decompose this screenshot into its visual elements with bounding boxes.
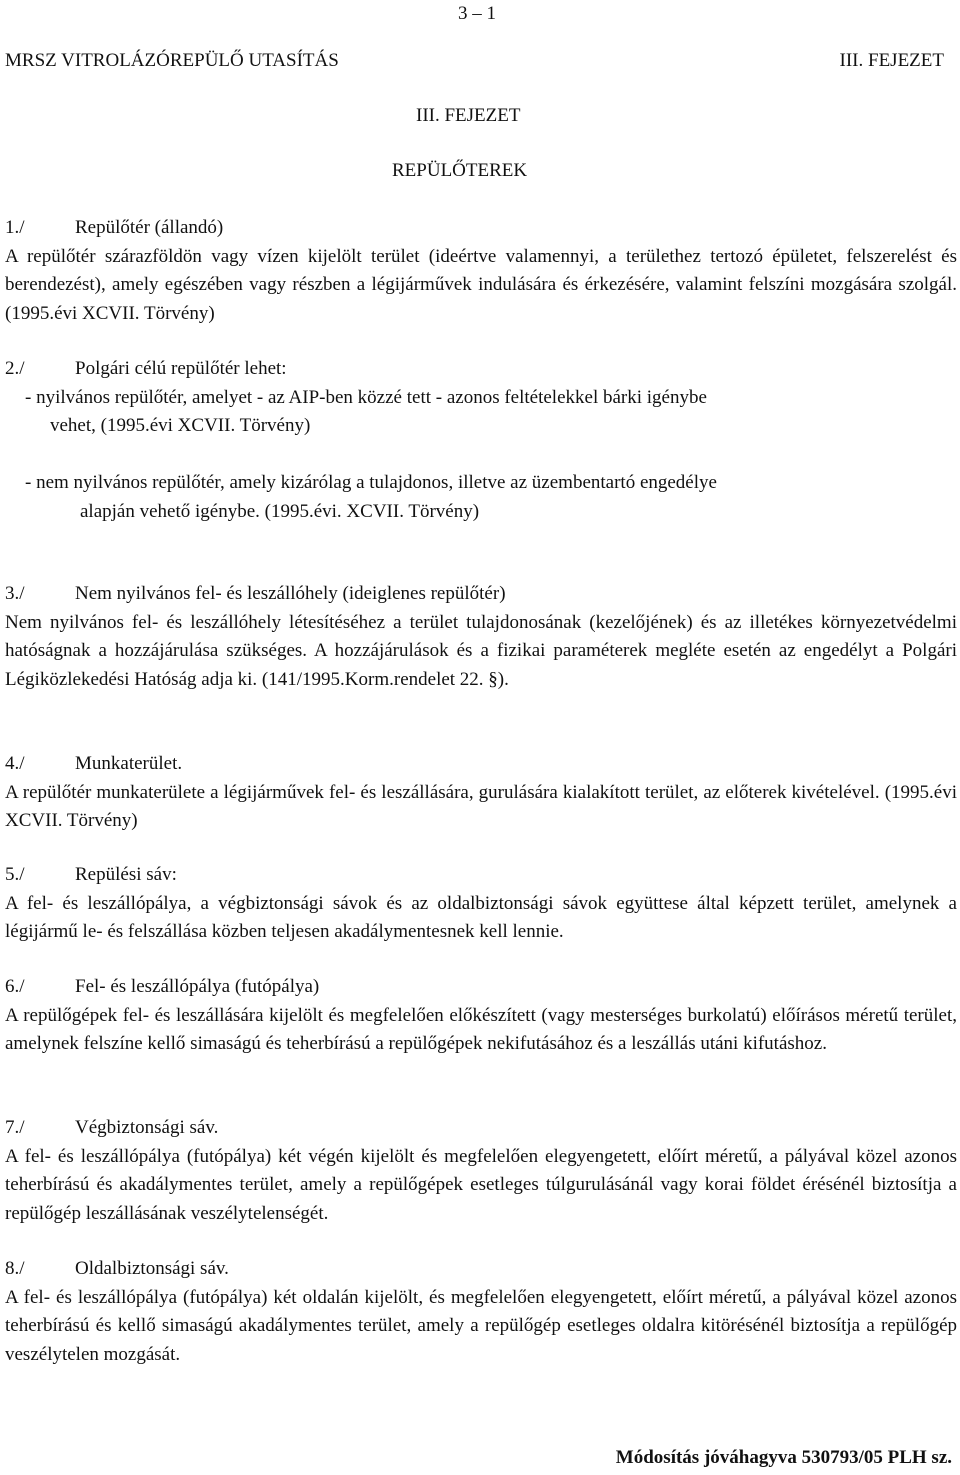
section-body: A repülőgépek fel- és leszállására kijelölt és megfelelően előkészített (vagy mesterséges burkolatú) előírásos méretű terület, amelynek felszíne kellő simaságú és teherbírású a repülőgépek nekifutásához és a leszállás utáni kifutáshoz. bbox=[5, 1004, 957, 1054]
section-body: A fel- és leszállópálya, a végbiztonsági sávok és az oldalbiztonsági sávok együttese által képzett terület, amelynek a légijármű le- és felszállása közben teljesen akadálymentesnek kell lennie. bbox=[5, 892, 957, 942]
section-body: A fel- és leszállópálya (futópálya) két végén kijelölt és megfelelően elegyengetett, előírt méretű, a pályával közel azonos teherbírású és akadálymentes terület, amely a repülőgépek esetleges túlgurulásánál vagy korai földet érésénél biztosítja a repülőgép leszállásának veszélytelenségét. bbox=[5, 1145, 957, 1224]
list-item-text: vehet, (1995.évi XCVII. Törvény) bbox=[50, 415, 311, 436]
section-number: 3./ bbox=[5, 583, 25, 604]
section-number: 8./ bbox=[5, 1258, 25, 1279]
section-heading bbox=[5, 1255, 957, 1284]
list-item-text: - nyilvános repülőtér, amelyet - az AIP-ben közzé tett - azonos feltételekkel bárki igénybe bbox=[25, 386, 707, 408]
section-body: A repülőtér munkaterülete a légijárművek fel- és leszállására, gurulására kialakított terület, az előterek kivételével. (1995.évi XCVII. Törvény) bbox=[5, 781, 957, 831]
section-title: Munkaterület. bbox=[75, 753, 183, 774]
section-number: 2./ bbox=[5, 358, 25, 379]
header-chapter-label: III. FEJEZET bbox=[839, 50, 944, 71]
section-body: Nem nyilvános fel- és leszállóhely létesítéséhez a terület tulajdonosának (kezelőjének) és az illetékes környezetvédelmi hatóságnak a hozzájárulása szükséges. A hozzájárulások és a fizikai paraméterek megléte esetén az engedélyt a Polgári Légiközlekedési Hatóság adja ki. (141/1995.Korm.rendelet 22. §). bbox=[5, 611, 957, 690]
section-title: Repülési sáv: bbox=[75, 864, 177, 885]
section-3 bbox=[5, 580, 957, 694]
section-title: Végbiztonsági sáv. bbox=[75, 1117, 219, 1138]
section-heading bbox=[5, 214, 957, 243]
section-1 bbox=[5, 214, 957, 328]
section-6 bbox=[5, 973, 957, 1059]
page-number: 3 – 1 bbox=[458, 3, 496, 24]
section-2-item-2 bbox=[5, 469, 957, 526]
section-7 bbox=[5, 1114, 957, 1228]
section-title: Oldalbiztonsági sáv. bbox=[75, 1258, 229, 1279]
section-8 bbox=[5, 1255, 957, 1369]
header-document-title: MRSZ VITROLÁZÓREPÜLŐ UTASÍTÁS bbox=[5, 50, 339, 71]
section-heading bbox=[5, 750, 957, 779]
section-number: 6./ bbox=[5, 976, 25, 997]
section-heading bbox=[5, 973, 957, 1002]
section-number: 4./ bbox=[5, 753, 25, 774]
section-number: 7./ bbox=[5, 1117, 25, 1138]
section-heading bbox=[5, 355, 957, 384]
section-title: Polgári célú repülőtér lehet: bbox=[75, 358, 287, 379]
section-4 bbox=[5, 750, 957, 836]
section-title: Repülőtér (állandó) bbox=[75, 217, 224, 238]
list-item-text: alapján vehető igénybe. (1995.évi. XCVII. Törvény) bbox=[80, 500, 480, 522]
section-title: Fel- és leszállópálya (futópálya) bbox=[75, 976, 320, 997]
section-number: 1./ bbox=[5, 217, 25, 238]
section-body: A repülőtér szárazföldön vagy vízen kijelölt terület (ideértve valamennyi, a területhez tertozó épületet, felszerelést és berendezést), amely egészében vagy részben a légijárművek indulására és érkezésére, valamint felszíni mozgására szolgál. (1995.évi XCVII. Törvény) bbox=[5, 245, 957, 324]
section-body: A fel- és leszállópálya (futópálya) két oldalán kijelölt, és megfelelően elegyengetett, előírt méretű, a pályával közel azonos teherbírású és kellő simaságú akadálymentes terület, amely a repülőgép esetleges oldalra kitörésénél biztosítja a repülőgép veszélytelen mozgását. bbox=[5, 1286, 957, 1365]
section-5 bbox=[5, 861, 957, 947]
section-heading bbox=[5, 861, 957, 890]
section-number: 5./ bbox=[5, 864, 25, 885]
chapter-subtitle: REPÜLŐTEREK bbox=[392, 160, 528, 181]
section-heading bbox=[5, 580, 957, 609]
section-heading bbox=[5, 1114, 957, 1143]
list-item-text: - nem nyilvános repülőtér, amely kizárólag a tulajdonos, illetve az üzembentartó engedélye bbox=[25, 472, 717, 493]
section-title: Nem nyilvános fel- és leszállóhely (ideiglenes repülőtér) bbox=[75, 583, 506, 604]
section-2 bbox=[5, 355, 957, 441]
footer-approval-note: Módosítás jóváhagyva 530793/05 PLH sz. bbox=[615, 1447, 952, 1468]
chapter-title: III. FEJEZET bbox=[416, 105, 521, 126]
